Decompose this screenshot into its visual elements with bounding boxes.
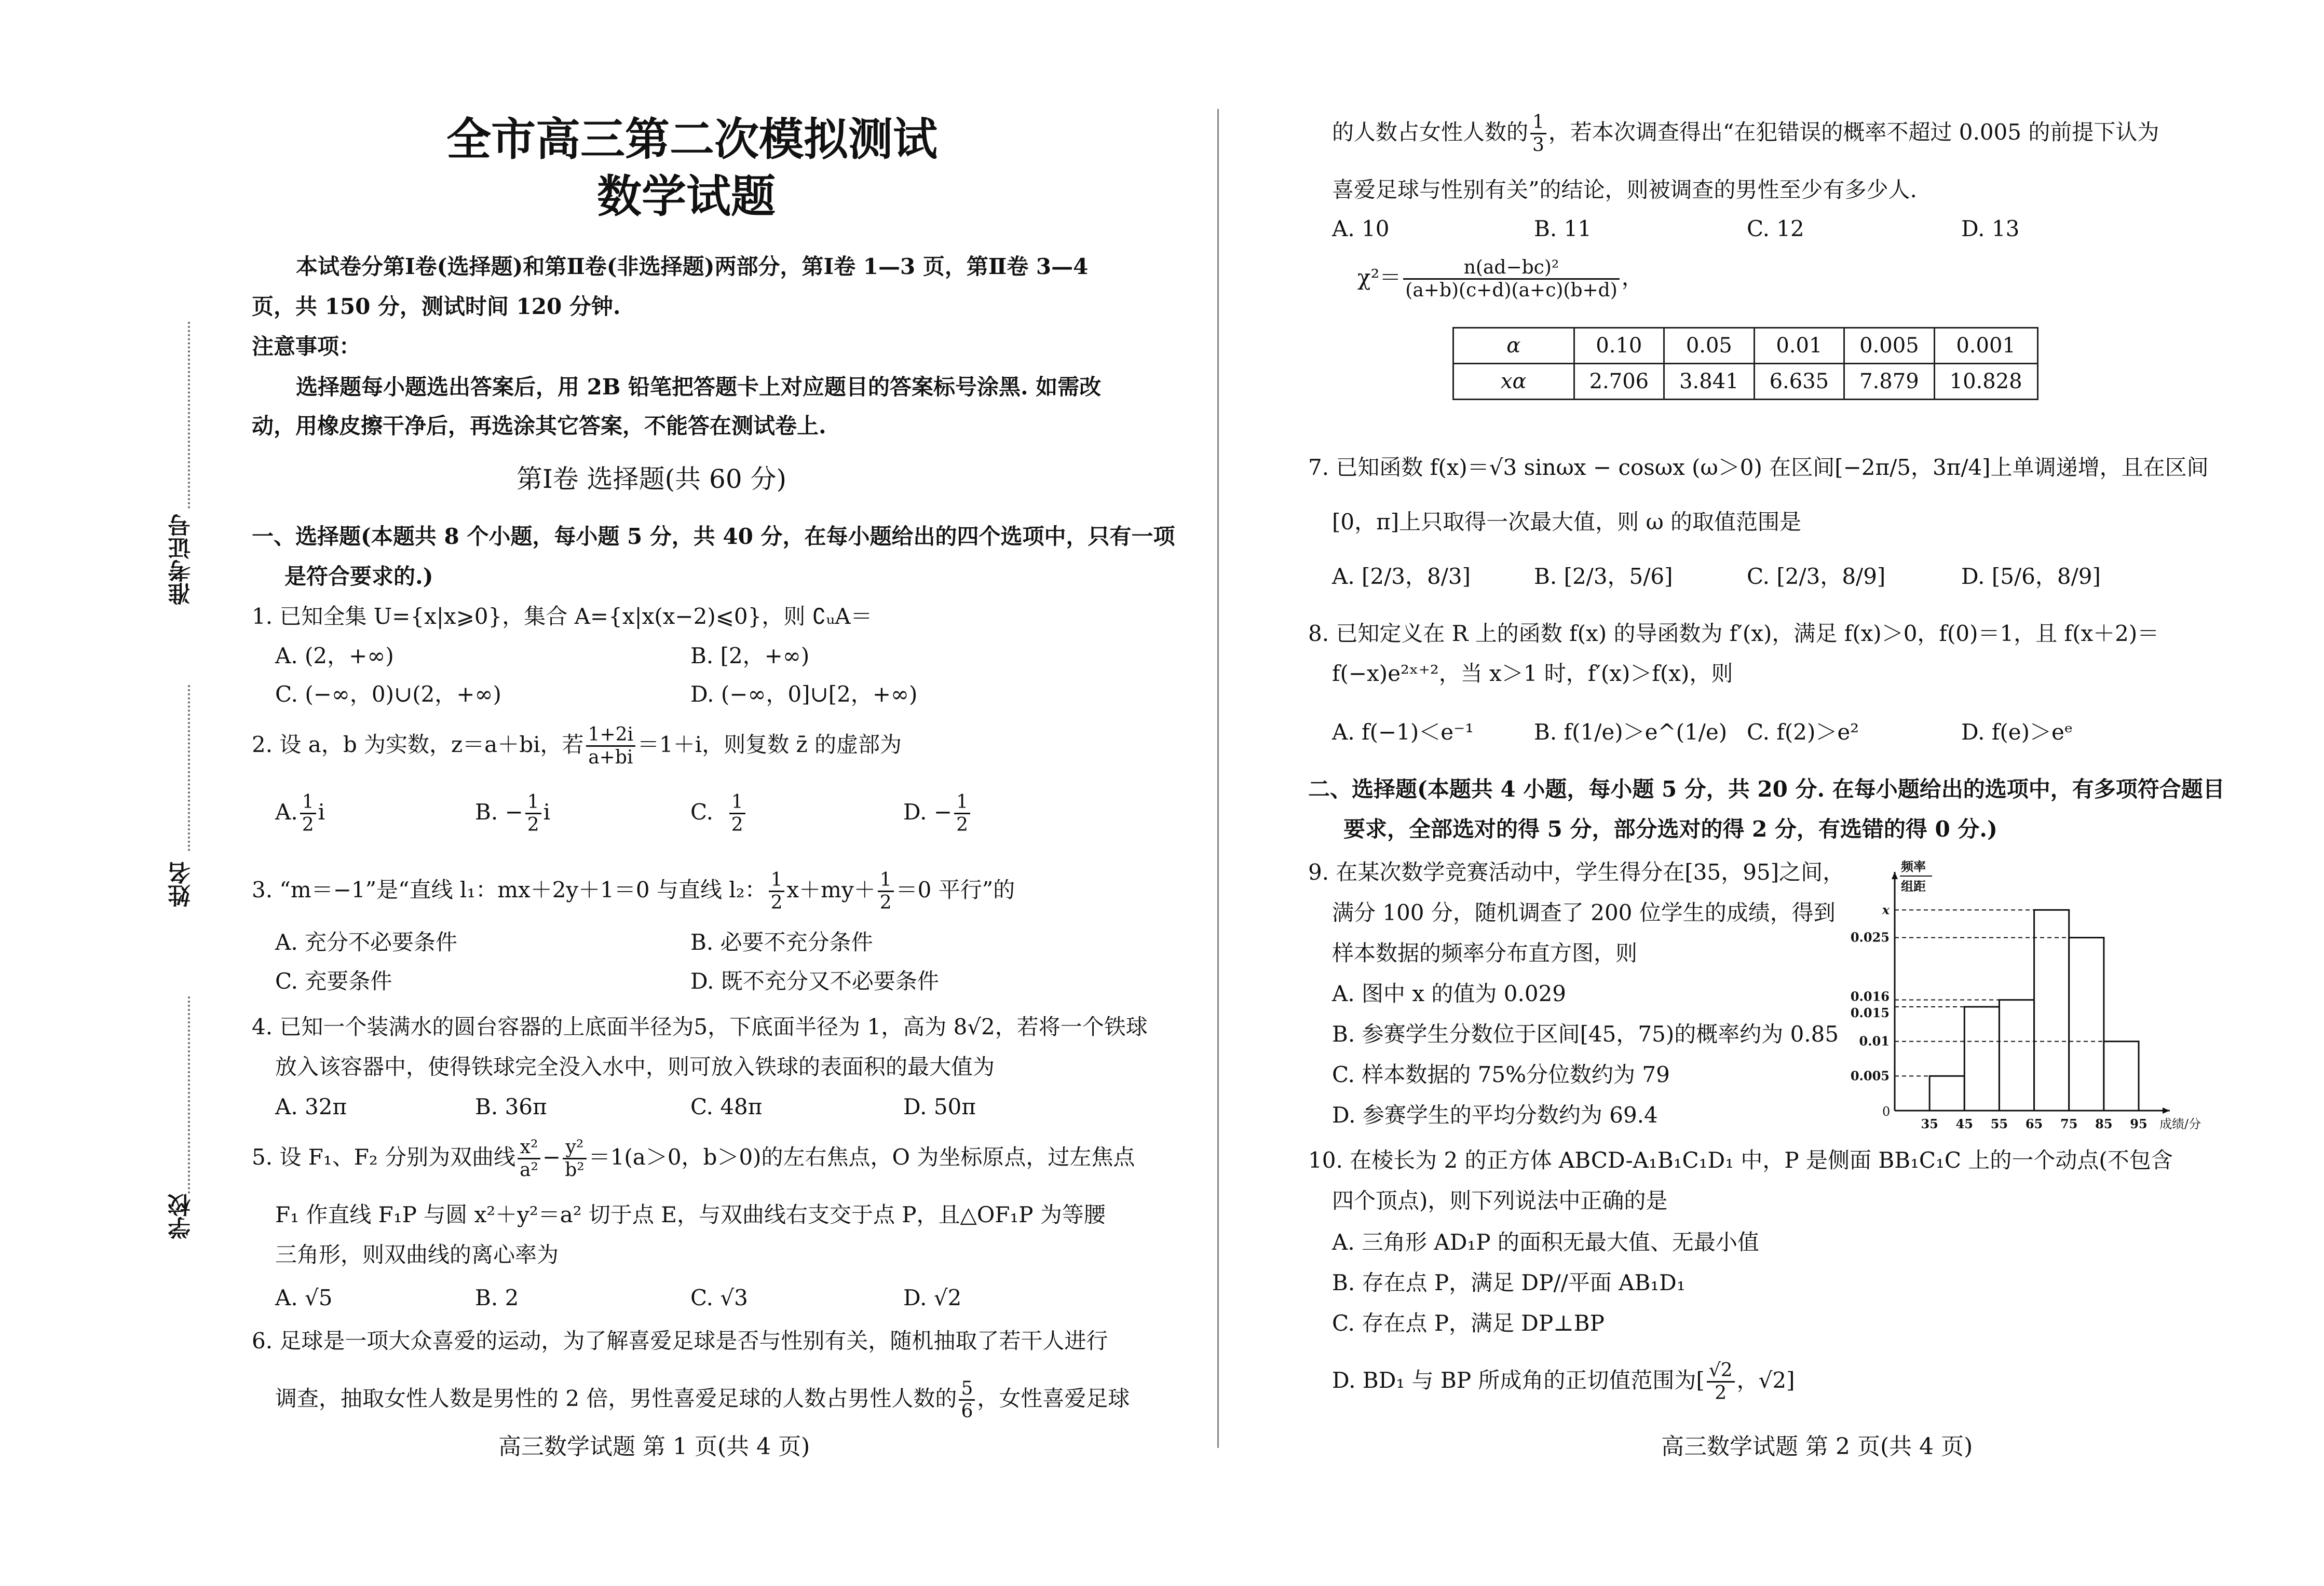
q2-option-d: [903, 791, 972, 836]
q2-stem: [252, 724, 902, 769]
chi-fraction: [1403, 257, 1619, 302]
q10-d-post: ，√2]: [1736, 1367, 1795, 1393]
table-row: [1453, 364, 2038, 400]
q9-option-b: B. 参赛学生分数位于区间[45，75)的概率约为 0.85: [1332, 1021, 1839, 1047]
chi-den: (a+b)(c+d)(a+c)(b+d): [1405, 280, 1618, 302]
q2-b-num: 1: [525, 791, 541, 814]
q10-option-a: A. 三角形 AD₁P 的面积无最大值、无最小值: [1332, 1229, 1759, 1255]
q7-line-1: 7. 已知函数 f(x)＝√3 sinωx − cosωx (ω＞0) 在区间[−2π/5，3π/4]上单调递增，且在区间: [1308, 455, 2209, 480]
histogram-bar: [2104, 1042, 2139, 1111]
y-axis-label-bottom: 组距: [1901, 879, 1926, 894]
page-2: [1267, 0, 2324, 1586]
q3-f2-den: 2: [879, 892, 892, 914]
footer-page-2: 高三数学试题 第 2 页(共 4 页): [1661, 1433, 1973, 1460]
y-tick-label: 0.016: [1850, 989, 1890, 1004]
x-tick-label: 35: [1921, 1116, 1938, 1131]
q6-line-2: [275, 1378, 1130, 1423]
school-fill-line: [188, 996, 190, 1194]
q8-line-2: f(−x)e²ˣ⁺²，当 x＞1 时，f′(x)＞f(x)，则: [1332, 661, 1733, 686]
section-2-heading-line-2: 要求，全部选对的得 5 分，部分选对的得 2 分，有选错的得 0 分.): [1343, 816, 1997, 842]
q3-stem-mid: x＋my＋: [786, 877, 876, 903]
q10-d-fraction: [1707, 1360, 1735, 1404]
histogram-bar: [2034, 910, 2069, 1111]
table-header-alpha: α: [1453, 328, 1574, 364]
q6-l2-den: 6: [961, 1401, 973, 1423]
q4-option-c: C. 48π: [690, 1094, 763, 1119]
school-label: 学校: [168, 1194, 195, 1239]
table-header-x-alpha: xα: [1453, 364, 1574, 400]
histogram-bar: [2069, 938, 2104, 1111]
q7-option-b: B. [2/3，5/6]: [1534, 564, 1673, 589]
q10-d-num: √2: [1707, 1360, 1735, 1383]
q2-c-den: 2: [731, 814, 743, 836]
q8-option-d: D. f(e)＞eᵉ: [1961, 719, 2073, 745]
q6-r1-post: ，若本次调查得出“在犯错误的概率不超过 0.005 的前提下认为: [1548, 119, 2159, 145]
admission-number-label: 准考证号: [168, 514, 195, 605]
q4-line-1: 4. 已知一个装满水的圆台容器的上底面半径为5，下底面半径为 1，高为 8√2，若将一个铁球: [252, 1014, 1148, 1040]
table-cell: 10.828: [1934, 364, 2037, 400]
frequency-histogram: [1827, 856, 2211, 1147]
table-cell: 0.05: [1664, 328, 1755, 364]
table-cell: 6.635: [1754, 364, 1844, 400]
q9-option-a: A. 图中 x 的值为 0.029: [1332, 981, 1567, 1006]
q3-stem-post: ＝0 平行”的: [895, 877, 1015, 903]
x-tick-label: 75: [2060, 1116, 2078, 1131]
q6-frac-female: [1530, 112, 1546, 156]
x-tick-label: 85: [2095, 1116, 2113, 1131]
table-cell: 0.10: [1574, 328, 1664, 364]
q5-line-3: 三角形，则双曲线的离心率为: [275, 1242, 559, 1267]
q2-c-label: C.: [690, 799, 713, 825]
x-axis-arrow: [2163, 1108, 2170, 1114]
q6-line-3: [1332, 112, 2159, 156]
q2-a-post: i: [318, 799, 325, 825]
q7-line-2: [0，π]上只取得一次最大值，则 ω 的取值范围是: [1332, 509, 1802, 535]
q2-b-post: i: [543, 799, 551, 825]
q10-line-2: 四个顶点)，则下列说法中正确的是: [1332, 1188, 1668, 1213]
q3-f2-num: 1: [878, 869, 894, 892]
x-tick-label: 55: [1990, 1116, 2008, 1131]
q3-option-c: C. 充要条件: [275, 968, 392, 994]
table-cell: 3.841: [1664, 364, 1755, 400]
q10-d-pre: D. BD₁ 与 BP 所成角的正切值范围为[: [1332, 1367, 1705, 1393]
y-tick-label: x: [1882, 902, 1890, 918]
intro-line-1: 本试卷分第Ⅰ卷(选择题)和第Ⅱ卷(非选择题)两部分，第Ⅰ卷 1—3 页，第Ⅱ卷 3—4: [296, 254, 1089, 279]
q6-l2-num: 5: [959, 1378, 975, 1401]
q2-d-num: 1: [954, 791, 970, 814]
x-tick-label: 65: [2025, 1116, 2043, 1131]
critical-value-table: [1452, 327, 2038, 400]
q5-frac-y: [563, 1137, 586, 1181]
table-cell: 0.005: [1844, 328, 1935, 364]
chi-square-formula: [1357, 257, 1643, 302]
q7-option-c: C. [2/3，8/9]: [1747, 564, 1886, 589]
q10-option-b: B. 存在点 P，满足 DP//平面 AB₁D₁: [1332, 1270, 1686, 1295]
table-row: [1453, 328, 2038, 364]
q3-stem-pre: 3. “m＝−1”是“直线 l₁：mx＋2y＋1＝0 与直线 l₂：: [252, 877, 767, 903]
q9-option-d: D. 参赛学生的平均分数约为 69.4: [1332, 1102, 1658, 1128]
q3-f1-den: 2: [770, 892, 783, 914]
q9-line-1: 9. 在某次数学竞赛活动中，学生得分在[35，95]之间，: [1308, 859, 1845, 885]
q1-option-a: A. (2，+∞): [275, 643, 394, 668]
table-cell: 2.706: [1574, 364, 1664, 400]
q2-option-b: [475, 791, 550, 836]
exam-subtitle: 数学试题: [597, 170, 776, 223]
q9-line-3: 样本数据的频率分布直方图，则: [1332, 940, 1638, 966]
section-1-heading-line-2: 是符合要求的.): [284, 564, 433, 589]
q2-a-fraction: [300, 791, 316, 836]
q6-r1-pre: 的人数占女性人数的: [1332, 119, 1529, 145]
page-divider: [1217, 109, 1219, 1448]
q7-option-d: D. [5/6，8/9]: [1961, 564, 2101, 589]
q3-option-a: A. 充分不必要条件: [275, 929, 458, 955]
notes-line-2: 动，用橡皮擦干净后，再选涂其它答案，不能答在测试卷上.: [252, 413, 826, 439]
q2-a-num: 1: [300, 791, 316, 814]
q2-d-label: D. −: [903, 799, 953, 825]
section-2-heading-line-1: 二、选择题(本题共 4 小题，每小题 5 分，共 20 分. 在每小题给出的选项中，有多项符合题目: [1308, 776, 2225, 802]
intro-line-2: 页，共 150 分，测试时间 120 分钟.: [252, 294, 621, 319]
q4-option-d: D. 50π: [903, 1094, 976, 1119]
y-tick-label: 0.025: [1850, 929, 1890, 945]
q5-option-b: B. 2: [475, 1285, 519, 1310]
q2-b-fraction: [525, 791, 541, 836]
q5-l1-pre: 5. 设 F₁、F₂ 分别为双曲线: [252, 1144, 516, 1170]
q2-stem-post: ＝1＋i，则复数 z̄ 的虚部为: [637, 731, 902, 757]
q2-b-label: B. −: [475, 799, 523, 825]
q1-option-b: B. [2，+∞): [690, 643, 810, 668]
q10-option-d: [1332, 1360, 1795, 1404]
q3-f1-num: 1: [769, 869, 785, 892]
q5-f1-den: a²: [520, 1159, 538, 1181]
x-axis-label: 成绩/分: [2159, 1117, 2201, 1131]
q6-option-c: C. 12: [1747, 216, 1804, 241]
q5-frac-x: [518, 1137, 540, 1181]
q6-option-a: A. 10: [1332, 216, 1390, 241]
table-cell: 0.001: [1934, 328, 2037, 364]
q2-c-fraction: [729, 791, 745, 836]
q10-d-den: 2: [1715, 1383, 1727, 1404]
table-cell: 7.879: [1844, 364, 1935, 400]
q2-a-label: A.: [275, 799, 298, 825]
q3-frac-1: [769, 869, 785, 914]
q6-option-d: D. 13: [1961, 216, 2020, 241]
q6-l2-pre: 调查，抽取女性人数是男性的 2 倍，男性喜爱足球的人数占男性人数的: [275, 1385, 957, 1411]
q2-d-fraction: [954, 791, 970, 836]
name-label: 姓名: [168, 862, 195, 907]
q6-l2-post: ，女性喜爱足球: [977, 1385, 1130, 1411]
q10-option-c: C. 存在点 P，满足 DP⊥BP: [1332, 1310, 1605, 1336]
q6-line-1: 6. 足球是一项大众喜爱的运动，为了解喜爱足球是否与性别有关，随机抽取了若干人进行: [252, 1328, 1108, 1353]
q8-option-a: A. f(−1)＜e⁻¹: [1332, 719, 1474, 745]
q5-f1-num: x²: [518, 1137, 540, 1159]
q6-r1-den: 3: [1532, 134, 1544, 156]
histogram-bar: [1999, 1000, 2034, 1111]
x-tick-label: 95: [2130, 1116, 2148, 1131]
q2-option-c: [690, 791, 748, 836]
q8-line-1: 8. 已知定义在 R 上的函数 f(x) 的导函数为 f′(x)，满足 f(x)＞0，f(0)＝1，且 f(x＋2)＝: [1308, 621, 2159, 646]
q4-line-2: 放入该容器中，使得铁球完全没入水中，则可放入铁球的表面积的最大值为: [275, 1054, 995, 1079]
q2-option-a: [275, 791, 325, 836]
histogram-bar: [1964, 1007, 1999, 1111]
name-fill-line: [188, 685, 190, 851]
q5-f2-den: b²: [565, 1159, 585, 1181]
q1-stem: 1. 已知全集 U={x|x⩾0}，集合 A={x|x(x−2)⩽0}，则 ∁ᵤA＝: [252, 604, 873, 629]
q9-line-2: 满分 100 分，随机调查了 200 位学生的成绩，得到: [1332, 900, 1836, 925]
section-1-heading-line-1: 一、选择题(本题共 8 个小题，每小题 5 分，共 40 分，在每小题给出的四个选项中，只有一项: [252, 524, 1175, 549]
q6-line-4: 喜爱足球与性别有关”的结论，则被调查的男性至少有多少人.: [1332, 177, 1917, 202]
q5-option-c: C. √3: [690, 1285, 748, 1310]
admission-fill-line: [188, 322, 190, 509]
q5-f2-num: y²: [563, 1137, 586, 1159]
q2-d-den: 2: [956, 814, 968, 836]
y-tick-label: 0.005: [1850, 1068, 1890, 1084]
q7-option-a: A. [2/3，8/3]: [1332, 564, 1471, 589]
notes-title: 注意事项：: [252, 334, 361, 359]
q4-option-b: B. 36π: [475, 1094, 547, 1119]
q5-l1-post: ＝1(a＞0，b＞0)的左右焦点，O 为坐标原点，过左焦点: [588, 1144, 1135, 1170]
q3-option-d: D. 既不充分又不必要条件: [690, 968, 939, 994]
y-axis-label-top: 频率: [1901, 859, 1926, 874]
q2-a-den: 2: [302, 814, 314, 836]
q2-stem-pre: 2. 设 a，b 为实数，z＝a＋bi，若: [252, 731, 584, 757]
q4-option-a: A. 32π: [275, 1094, 347, 1119]
q2-frac-den: a+bi: [588, 747, 633, 769]
q10-line-1: 10. 在棱长为 2 的正方体 ABCD-A₁B₁C₁D₁ 中，P 是侧面 BB₁C₁C 上的一个动点(不包含: [1308, 1147, 2173, 1173]
chi-end: ，: [1621, 264, 1643, 290]
q1-option-d: D. (−∞，0]∪[2，+∞): [690, 681, 918, 707]
q2-fraction: [586, 724, 636, 769]
q8-option-c: C. f(2)＞e²: [1747, 719, 1859, 745]
chi-num: n(ad−bc)²: [1403, 257, 1619, 280]
footer-page-1: 高三数学试题 第 1 页(共 4 页): [498, 1433, 810, 1460]
q3-option-b: B. 必要不充分条件: [690, 929, 873, 955]
origin-label: 0: [1882, 1104, 1891, 1119]
chi-lhs: χ²＝: [1357, 264, 1402, 290]
q5-line-2: F₁ 作直线 F₁P 与圆 x²＋y²＝a² 切于点 E，与双曲线右支交于点 P，且△OF₁P 为等腰: [275, 1202, 1106, 1227]
q9-option-c: C. 样本数据的 75%分位数约为 79: [1332, 1062, 1670, 1087]
q5-option-a: A. √5: [275, 1285, 333, 1310]
q3-frac-2: [878, 869, 894, 914]
q5-line-1: [252, 1137, 1135, 1181]
histogram-bar: [1929, 1076, 1964, 1111]
q5-option-d: D. √2: [903, 1285, 962, 1310]
q3-stem: [252, 869, 1015, 914]
q8-option-b: B. f(1/e)＞e^(1/e): [1534, 719, 1728, 745]
q2-frac-num: 1+2i: [586, 724, 636, 747]
y-axis-arrow: [1892, 872, 1898, 879]
y-tick-label: 0.01: [1859, 1033, 1890, 1049]
q2-c-num: 1: [729, 791, 745, 814]
notes-line-1: 选择题每小题选出答案后，用 2B 铅笔把答题卡上对应题目的答案标号涂黑. 如需改: [296, 374, 1102, 400]
table-cell: 0.01: [1754, 328, 1844, 364]
q1-option-c: C. (−∞，0)∪(2，+∞): [275, 681, 501, 707]
exam-title: 全市高三第二次模拟测试: [446, 113, 937, 166]
x-tick-label: 45: [1955, 1116, 1973, 1131]
q6-r1-num: 1: [1530, 112, 1546, 134]
q5-l1-mid: −: [542, 1144, 561, 1170]
q2-b-den: 2: [527, 814, 539, 836]
section-1-title: 第Ⅰ卷 选择题(共 60 分): [517, 464, 787, 494]
y-tick-label: 0.015: [1850, 1005, 1890, 1020]
q6-frac-male: [959, 1378, 975, 1423]
q6-option-b: B. 11: [1534, 216, 1592, 241]
